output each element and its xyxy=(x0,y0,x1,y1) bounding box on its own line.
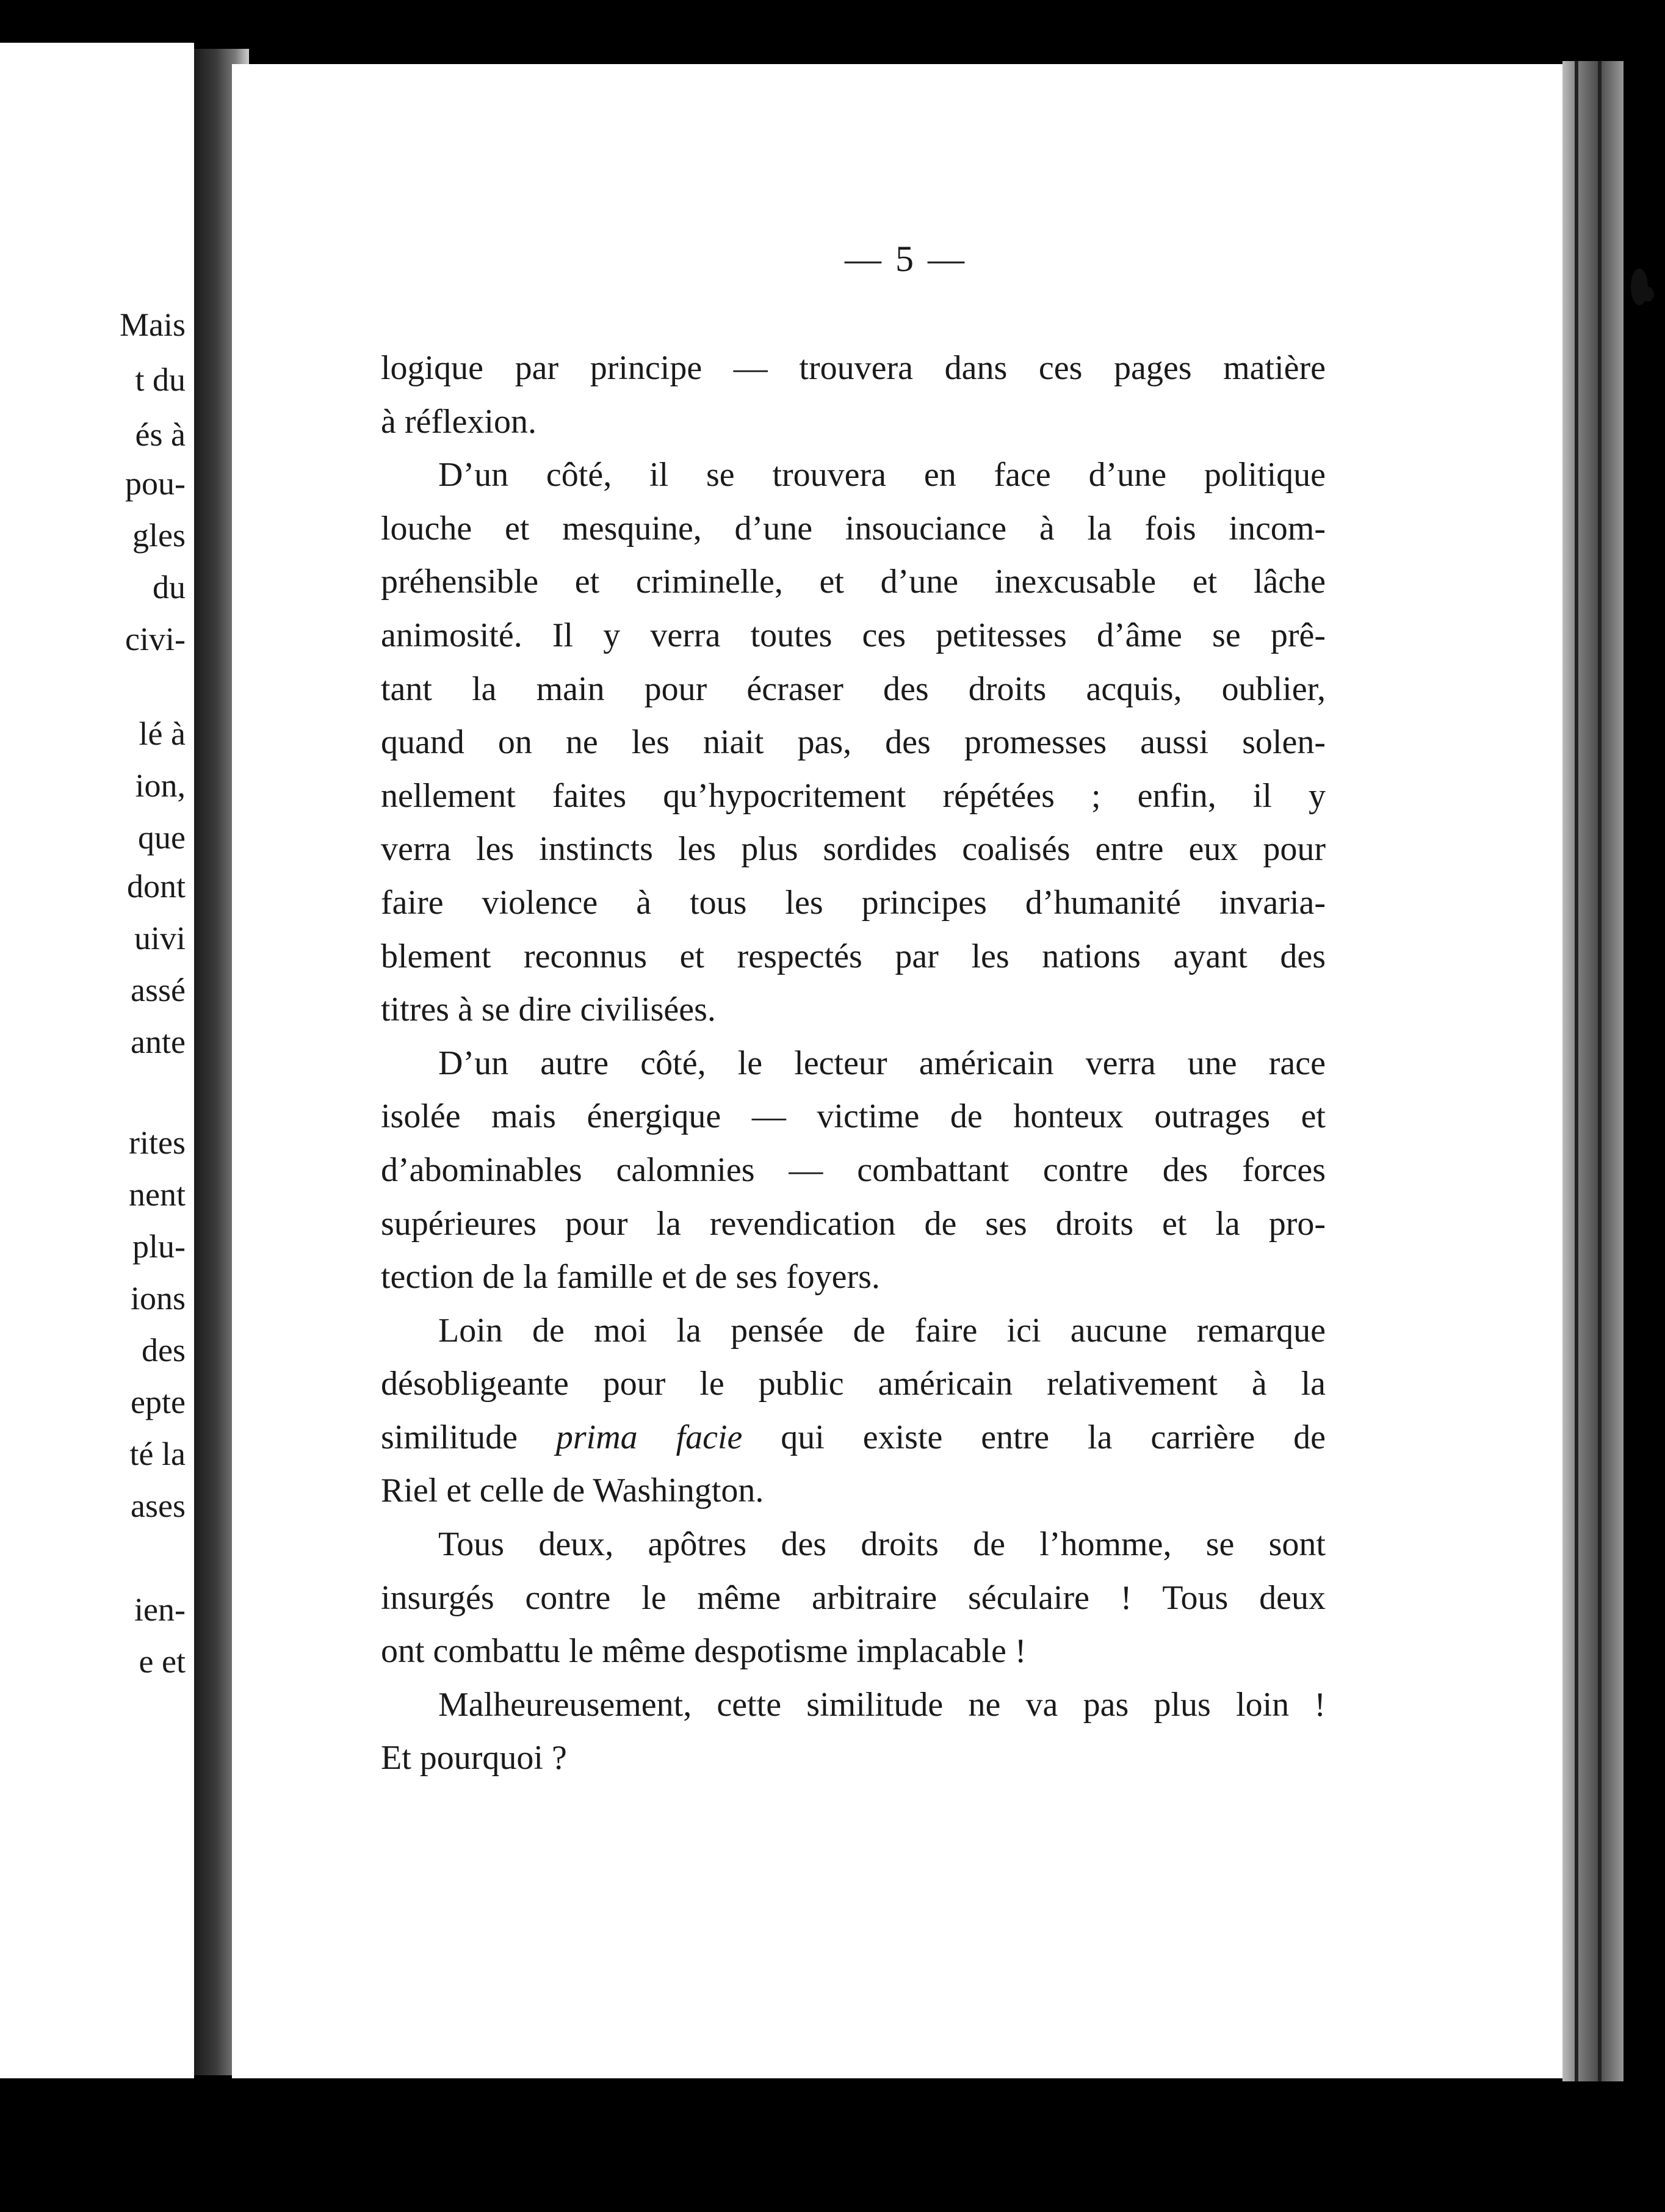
text-line: quand on ne les niait pas, des promesses aussi solen- xyxy=(381,723,1326,762)
text-line: D’un côté, il se trouvera en face d’une politique xyxy=(438,456,1326,494)
left-page-line-fragment: des xyxy=(142,1332,186,1368)
text-line: blement reconnus et respectés par les nations ayant des xyxy=(381,937,1326,975)
text-line: ont combattu le même despotisme implacable ! xyxy=(381,1632,1027,1671)
left-page-line-fragment: rites xyxy=(129,1124,186,1161)
text-line: Et pourquoi ? xyxy=(381,1739,567,1777)
text-line: d’abominables calomnies — combattant contre des forces xyxy=(381,1151,1326,1189)
text-line: à réflexion. xyxy=(381,402,536,441)
left-page-line-fragment: Mais xyxy=(120,306,186,343)
page-edges xyxy=(1562,61,1623,2081)
left-page-line-fragment: t du xyxy=(135,361,186,398)
dust-speck xyxy=(1642,287,1654,302)
text-line: Riel et celle de Washington. xyxy=(381,1472,764,1510)
page-edge-stripe xyxy=(1598,61,1602,2081)
main-page xyxy=(232,64,1580,2078)
text-line: faire violence à tous les principes d’humanité invaria- xyxy=(381,883,1326,922)
text-line: désobligeante pour le public américain relativement à la xyxy=(381,1365,1326,1403)
text-line: supérieures pour la revendication de ses droits et la pro- xyxy=(381,1204,1326,1243)
left-page-line-fragment: ien- xyxy=(134,1591,186,1628)
text-line: titres à se dire civilisées. xyxy=(381,991,716,1029)
text-line: Tous deux, apôtres des droits de l’homme, se sont xyxy=(438,1525,1326,1564)
left-page-line-fragment: uivi xyxy=(134,920,186,956)
left-page-line-fragment: gles xyxy=(132,517,186,554)
text-segment: similitude xyxy=(381,1418,556,1456)
left-page-line-fragment: civi- xyxy=(125,621,186,657)
text-line: Loin de moi la pensée de faire ici aucune remarque xyxy=(438,1311,1326,1350)
text-line: animosité. Il y verra toutes ces petitesses d’âme se prê- xyxy=(381,616,1326,654)
left-page-line-fragment: du xyxy=(153,569,186,605)
left-page-line-fragment: que xyxy=(138,819,186,856)
page-number: — 5 — xyxy=(845,239,967,279)
left-page-line-fragment: epte xyxy=(131,1384,186,1420)
text-line: préhensible et criminelle, et d’une inexcusable et lâche xyxy=(381,563,1326,601)
text-line: D’un autre côté, le lecteur américain verra une race xyxy=(438,1044,1326,1082)
left-page-line-fragment: ases xyxy=(131,1487,186,1524)
text-line: verra les instincts les plus sordides coalisés entre eux pour xyxy=(381,830,1326,869)
left-facing-page xyxy=(0,43,194,2078)
text-line: Malheureusement, cette similitude ne va pas plus loin ! xyxy=(438,1685,1326,1724)
text-line: isolée mais énergique — victime de honteux outrages et xyxy=(381,1097,1326,1136)
text-line: tection de la famille et de ses foyers. xyxy=(381,1258,880,1296)
left-page-line-fragment: nent xyxy=(129,1176,186,1213)
left-page-line-fragment: plu- xyxy=(132,1228,186,1265)
left-page-line-fragment: dont xyxy=(126,868,186,905)
left-page-line-fragment: té la xyxy=(129,1436,186,1472)
text-line xyxy=(381,1411,1326,1465)
left-page-line-fragment: és à xyxy=(135,416,186,453)
left-page-line-fragment: ions xyxy=(130,1280,186,1317)
left-page-line-fragment: ante xyxy=(131,1024,186,1060)
left-page-line-fragment: e et xyxy=(139,1643,186,1680)
page-edge-stripe xyxy=(1575,61,1578,2081)
body-text xyxy=(381,342,1326,1785)
left-page-line-fragment: assé xyxy=(131,972,186,1008)
left-page-line-fragment: ion, xyxy=(135,767,186,804)
text-segment: qui existe entre la carrière de xyxy=(742,1418,1326,1456)
left-page-line-fragment: pou- xyxy=(125,465,186,502)
italic-phrase: prima facie xyxy=(555,1418,743,1456)
left-page-line-fragment: lé à xyxy=(139,715,186,752)
text-line: nellement faites qu’hypocritement répétées ; enfin, il y xyxy=(381,776,1326,815)
text-line: louche et mesquine, d’une insouciance à la fois incom- xyxy=(381,509,1326,548)
text-line: tant la main pour écraser des droits acquis, oublier, xyxy=(381,670,1326,708)
text-line: insurgés contre le même arbitraire séculaire ! Tous deux xyxy=(381,1578,1326,1617)
text-line: logique par principe — trouvera dans ces pages matière xyxy=(381,349,1326,387)
